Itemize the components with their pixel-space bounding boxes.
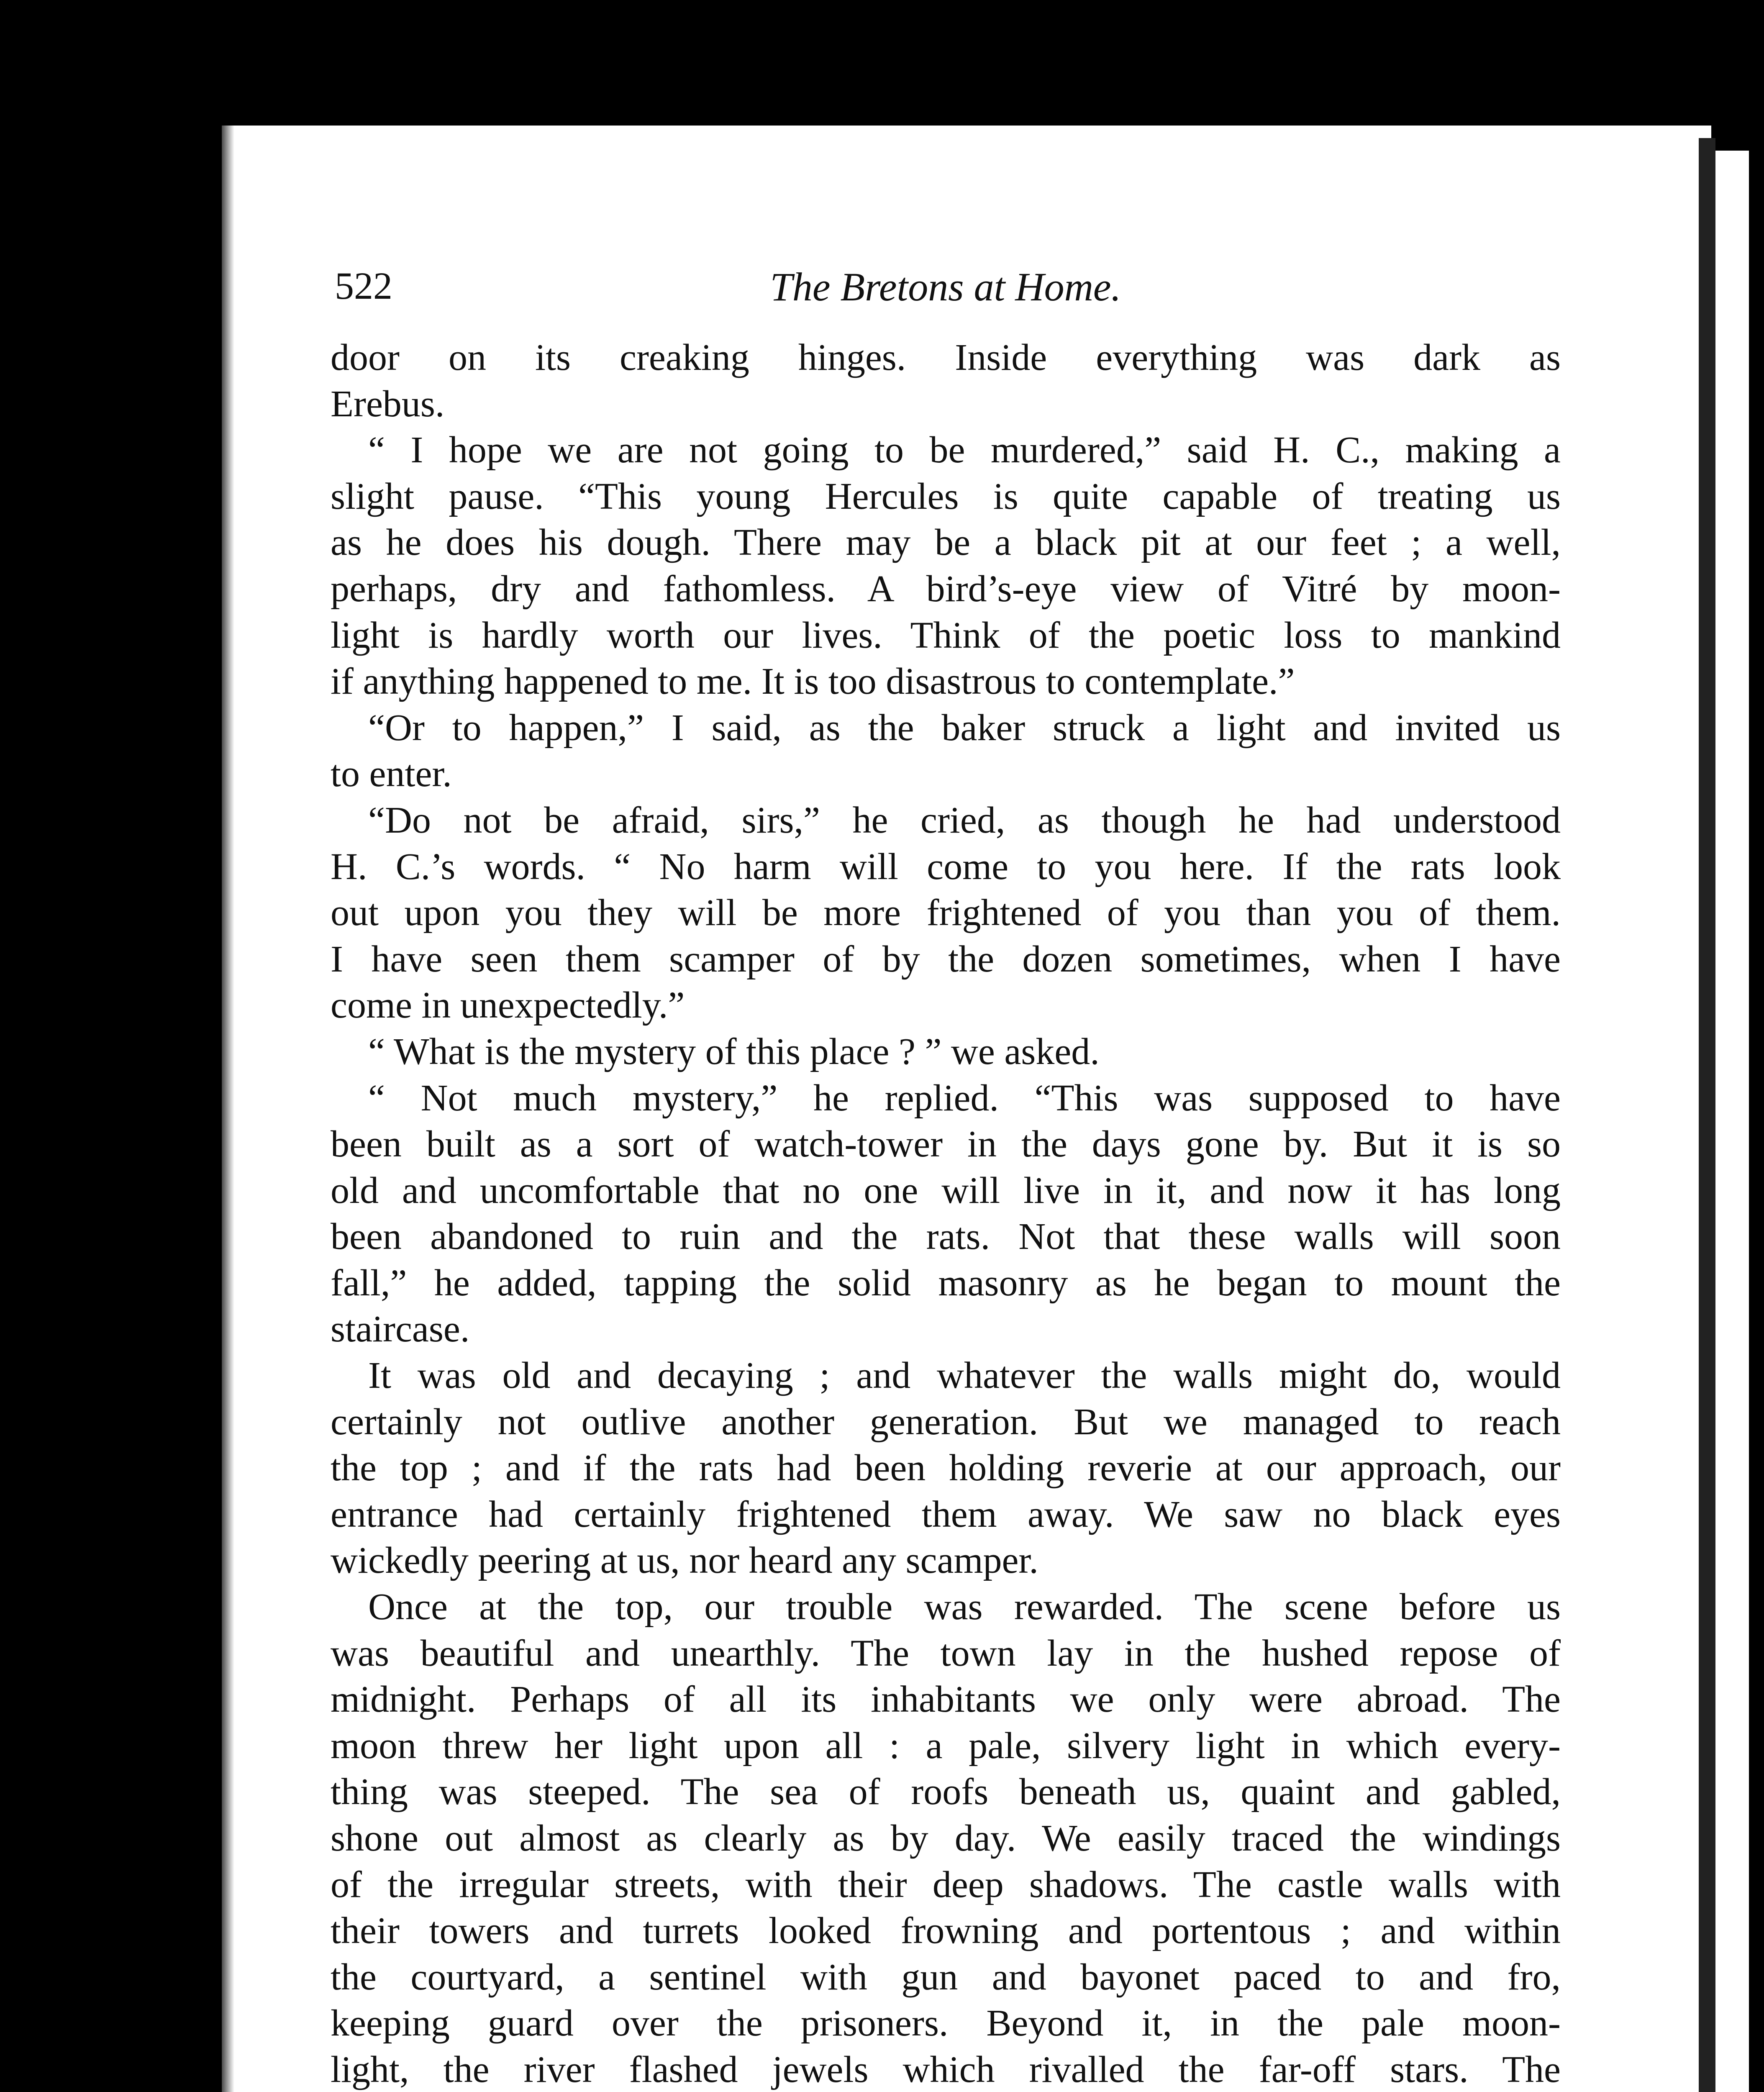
text-line: entrance had certainly frightened them away. We saw no black eyes (331, 1493, 1561, 1535)
text-line: come in unexpectedly.” (331, 984, 685, 1026)
text-line: the courtyard, a sentinel with gun and bayonet paced to and fro, (331, 1956, 1561, 1998)
facing-page-edge (1715, 151, 1749, 2092)
text-line: Erebus. (331, 383, 445, 425)
page-edge-shadow (222, 126, 234, 2092)
text-line: been abandoned to ruin and the rats. Not that these walls will soon (331, 1216, 1561, 1258)
text-line: as he does his dough. There may be a black pit at our feet ; a well, (331, 522, 1561, 564)
text-line: wickedly peering at us, nor heard any scamper. (331, 1540, 1038, 1582)
text-line: It was old and decaying ; and whatever the walls might do, would (368, 1355, 1561, 1397)
text-line: “ Not much mystery,” he replied. “This was supposed to have (368, 1077, 1561, 1119)
text-line: light is hardly worth our lives. Think of the poetic loss to mankind (331, 614, 1561, 656)
text-line: door on its creaking hinges. Inside everything was dark as (331, 337, 1561, 378)
text-line: of the irregular streets, with their deep shadows. The castle walls with (331, 1864, 1561, 1905)
text-line: H. C.’s words. “ No harm will come to you here. If the rats look (331, 846, 1561, 887)
text-line: the top ; and if the rats had been holding reverie at our approach, our (331, 1447, 1561, 1489)
text-line: was beautiful and unearthly. The town lay in the hushed repose of (331, 1632, 1561, 1674)
text-line: out upon you they will be more frightened of you than you of them. (331, 892, 1561, 934)
running-header (335, 264, 1556, 318)
text-line: to enter. (331, 753, 452, 795)
text-line: staircase. (331, 1308, 470, 1350)
text-line: certainly not outlive another generation. But we managed to reach (331, 1401, 1561, 1443)
text-line: if anything happened to me. It is too disastrous to contemplate.” (331, 661, 1295, 702)
text-line: fall,” he added, tapping the solid masonry as he began to mount the (331, 1262, 1561, 1304)
text-line: perhaps, dry and fathomless. A bird’s-eye view of Vitré by moon- (331, 568, 1561, 610)
text-line: moon threw her light upon all : a pale, silvery light in which every- (331, 1725, 1561, 1766)
text-line: midnight. Perhaps of all its inhabitants we only were abroad. The (331, 1679, 1561, 1720)
text-line: “Or to happen,” I said, as the baker struck a light and invited us (368, 707, 1561, 749)
text-line: “Do not be afraid, sirs,” he cried, as though he had understood (368, 799, 1561, 841)
text-line: their towers and turrets looked frowning and portentous ; and within (331, 1910, 1561, 1952)
page-number: 522 (335, 264, 392, 307)
text-line: light, the river flashed jewels which rivalled the far-off stars. The (331, 2048, 1561, 2090)
text-line: slight pause. “This young Hercules is quite capable of treating us (331, 475, 1561, 517)
running-title: The Bretons at Home. (770, 264, 1121, 309)
text-line: shone out almost as clearly as by day. We easily traced the windings (331, 1818, 1561, 1859)
text-line: “ What is the mystery of this place ? ” we asked. (368, 1031, 1100, 1072)
text-line: old and uncomfortable that no one will live in it, and now it has long (331, 1169, 1561, 1211)
text-line: keeping guard over the prisoners. Beyond it, in the pale moon- (331, 2002, 1561, 2044)
text-line: Once at the top, our trouble was rewarded. The scene before us (368, 1586, 1561, 1628)
text-line: been built as a sort of watch-tower in the days gone by. But it is so (331, 1123, 1561, 1165)
text-line: I have seen them scamper of by the dozen sometimes, when I have (331, 938, 1561, 980)
page-gutter (1699, 138, 1715, 2092)
text-line: “ I hope we are not going to be murdered,” said H. C., making a (368, 429, 1561, 471)
body-text (331, 335, 1561, 2092)
text-line: thing was steeped. The sea of roofs beneath us, quaint and gabled, (331, 1771, 1561, 1813)
